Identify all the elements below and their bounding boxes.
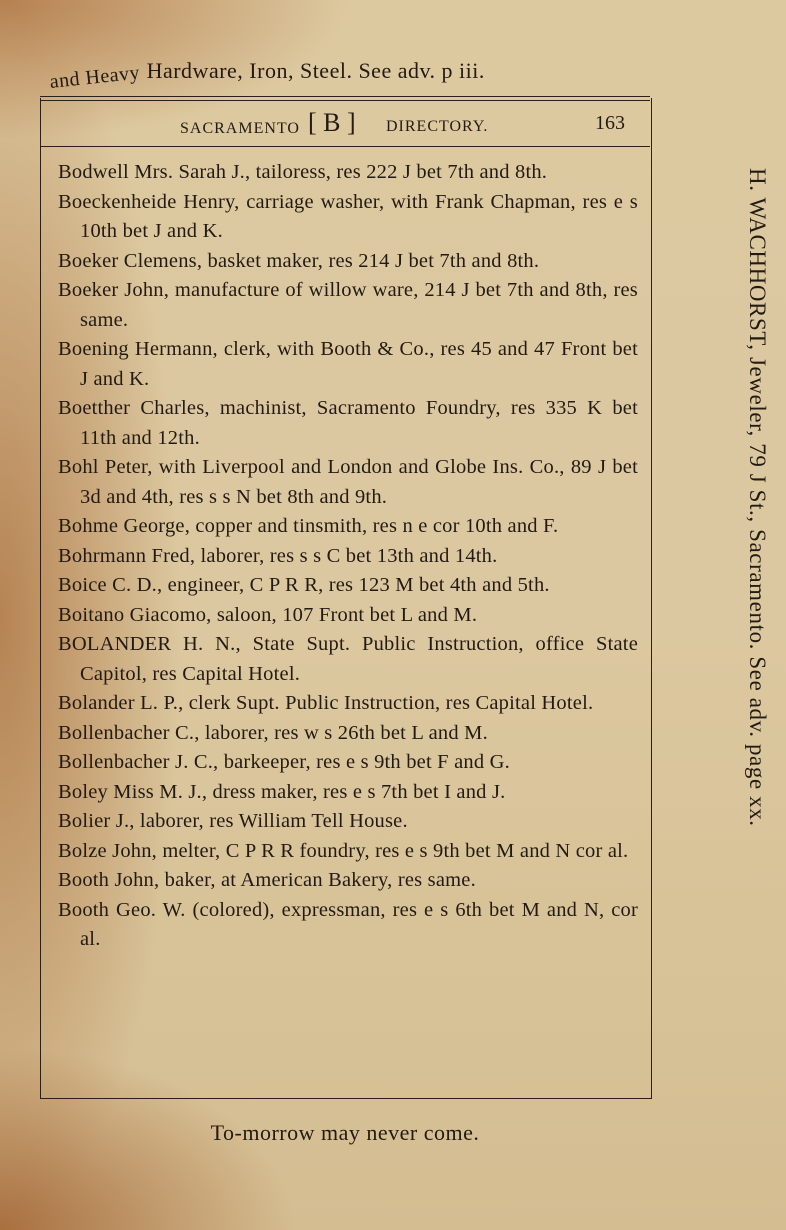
directory-entry: Bohme George, copper and tinsmith, res n e cor 10th and F.: [58, 515, 559, 537]
running-head-letter: [ B ]: [308, 108, 356, 137]
banner-prefix: and Heavy: [48, 61, 142, 93]
directory-entry: Bolander L. P., clerk Supt. Public Instruction, res Capital Hotel.: [58, 692, 594, 714]
running-head-section: DIRECTORY.: [386, 118, 489, 135]
page-number: 163: [595, 112, 625, 134]
banner-text: Hardware, Iron, Steel. See adv. p iii.: [146, 58, 485, 83]
directory-entry: BOLANDER H. N., State Supt. Public Instruction, office State Capitol, res Capital Hotel.: [58, 633, 638, 685]
directory-entries: [58, 158, 638, 955]
directory-entry: Bollenbacher C., laborer, res w s 26th bet L and M.: [58, 721, 488, 744]
side-advertisement: H. WACHHORST, Jeweler, 79 J St., Sacramento. See adv. page xx.: [745, 168, 770, 827]
directory-entry: Boice C. D., engineer, C P R R, res 123 M bet 4th and 5th.: [58, 574, 550, 596]
footer-motto: To-morrow may never come.: [210, 1120, 480, 1145]
directory-entry: Bodwell Mrs. Sarah J., tailoress, res 222 J bet 7th and 8th.: [58, 161, 548, 183]
directory-entry: Bohrmann Fred, laborer, res s s C bet 13th and 14th.: [58, 544, 498, 567]
directory-entry: Boetther Charles, machinist, Sacramento Foundry, res 335 K bet 11th and 12th.: [58, 397, 638, 449]
directory-entry: Boeker John, manufacture of willow ware, 214 J bet 7th and 8th, res same.: [58, 279, 638, 331]
top-advertisement-banner: [48, 58, 485, 93]
directory-entry: Boeckenheide Henry, carriage washer, with Frank Chapman, res e s 10th bet J and K.: [58, 190, 638, 242]
directory-entry: Boening Hermann, clerk, with Booth & Co., res 45 and 47 Front bet J and K.: [58, 338, 638, 390]
running-head-city: SACRAMENTO: [180, 120, 300, 137]
directory-entry: Bolze John, melter, C P R R foundry, res e s 9th bet M and N cor al.: [58, 839, 629, 862]
directory-entry: Bolier J., laborer, res William Tell House.: [58, 810, 408, 832]
directory-entry: Bohl Peter, with Liverpool and London and Globe Ins. Co., 89 J bet 3d and 4th, res s s N bet 8th and 9th.: [58, 456, 638, 508]
directory-entry: Booth Geo. W. (colored), expressman, res e s 6th bet M and N, cor al.: [58, 898, 638, 950]
directory-entry: Bollenbacher J. C., barkeeper, res e s 9th bet F and G.: [58, 751, 510, 773]
bottom-rule: [40, 1098, 652, 1099]
directory-entry: Boley Miss M. J., dress maker, res e s 7th bet I and J.: [58, 780, 506, 803]
directory-entry: Booth John, baker, at American Bakery, res same.: [58, 869, 476, 891]
directory-entry: Boeker Clemens, basket maker, res 214 J bet 7th and 8th.: [58, 249, 540, 272]
header-rule-top: [40, 96, 650, 97]
directory-entry: Boitano Giacomo, saloon, 107 Front bet L and M.: [58, 603, 478, 626]
